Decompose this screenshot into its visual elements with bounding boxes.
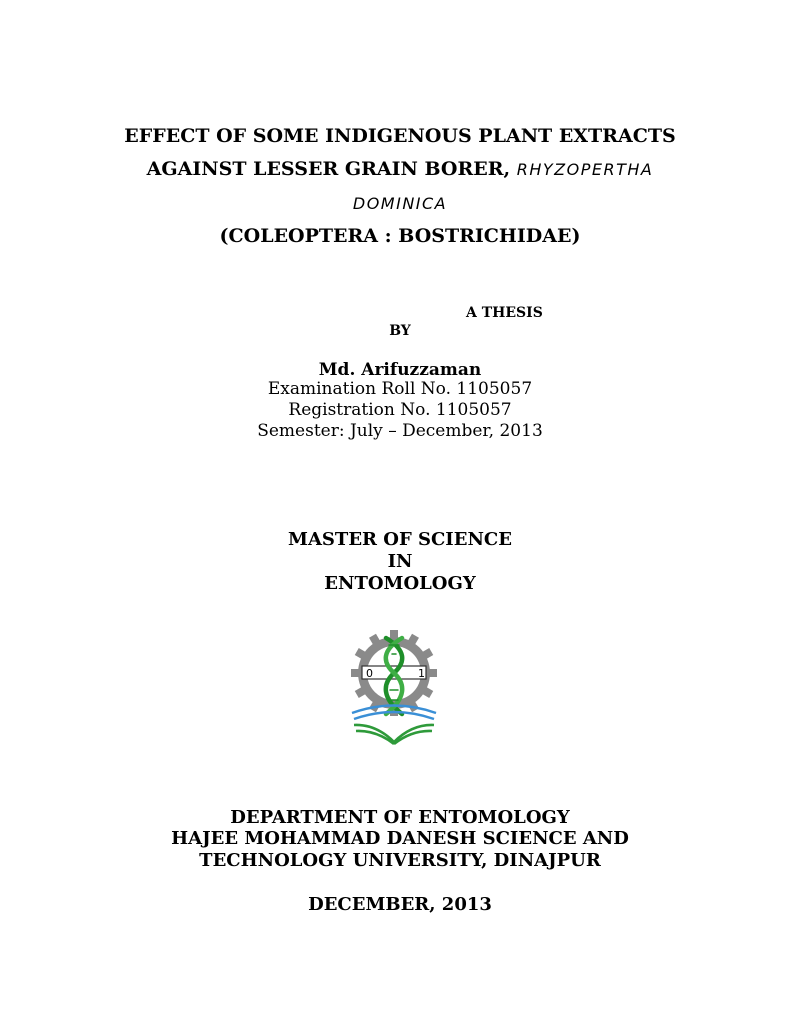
open-book-icon xyxy=(354,725,434,744)
title-line-1: EFFECT OF SOME INDIGENOUS PLANT EXTRACTS xyxy=(124,125,676,147)
degree-line-1: MASTER OF SCIENCE xyxy=(288,529,512,550)
exam-roll: Examination Roll No. 1105057 xyxy=(267,379,533,399)
by-label: BY xyxy=(389,323,411,339)
semester: Semester: July – December, 2013 xyxy=(257,421,543,441)
university-name-line-1: HAJEE MOHAMMAD DANESH SCIENCE AND xyxy=(171,828,629,849)
degree-line-2: IN xyxy=(387,551,413,572)
logo-label-right: 1 xyxy=(418,667,425,680)
university-name-line-2: TECHNOLOGY UNIVERSITY, DINAJPUR xyxy=(199,850,601,871)
title-line-2-text: AGAINST LESSER GRAIN BORER, xyxy=(146,158,517,180)
species-name-genus: RHYZOPERTHA xyxy=(516,160,654,179)
department-name: DEPARTMENT OF ENTOMOLOGY xyxy=(230,807,570,828)
logo-label-left: 0 xyxy=(366,667,373,680)
registration-number: Registration No. 1105057 xyxy=(288,400,512,420)
author-name: Md. Arifuzzaman xyxy=(318,360,482,380)
title-line-3 xyxy=(0,192,800,214)
submission-date: DECEMBER, 2013 xyxy=(308,894,492,915)
university-logo xyxy=(348,628,440,746)
title-line-4: (COLEOPTERA : BOSTRICHIDAE) xyxy=(219,225,581,247)
thesis-label: A THESIS xyxy=(466,305,543,321)
species-name-epithet: DOMINICA xyxy=(352,194,448,213)
title-line-2 xyxy=(0,158,800,180)
degree-line-3: ENTOMOLOGY xyxy=(324,573,476,594)
